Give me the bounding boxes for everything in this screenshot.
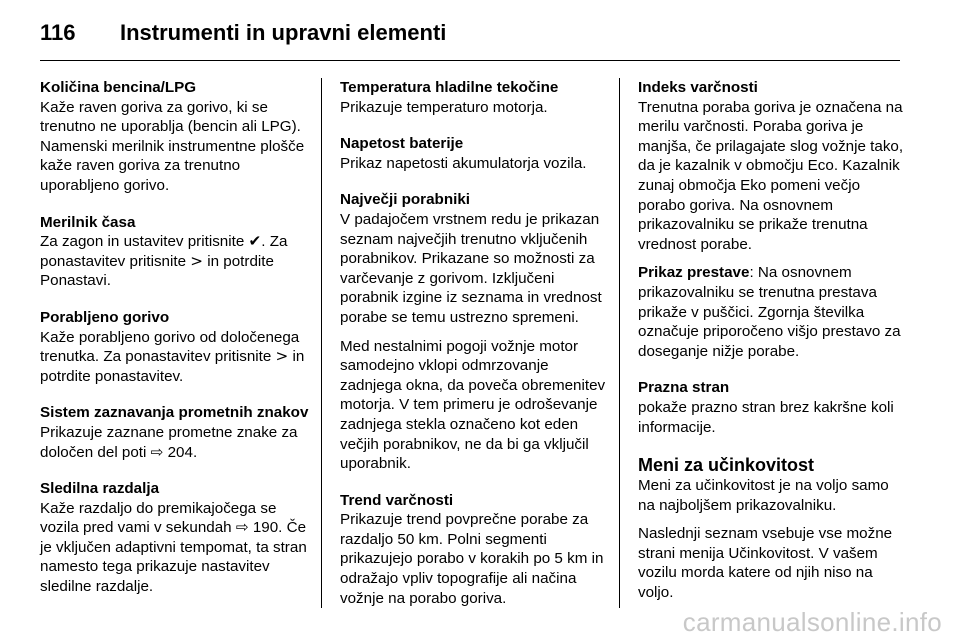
section-blank-page (638, 378, 908, 437)
checkmark-icon: ✔ (248, 232, 262, 251)
section-heading: Indeks varčnosti (638, 79, 758, 96)
section-heading: Temperatura hladilne tekočine (340, 79, 559, 96)
next-arrow-icon: > (275, 347, 289, 366)
column-divider-1 (321, 78, 322, 608)
section-heading: Napetost baterije (340, 135, 464, 153)
section-timer (40, 213, 312, 291)
inline-heading: Prikaz prestave (638, 264, 750, 282)
section-fuel-used (40, 308, 312, 386)
watermark: carmanualsonline.info (682, 607, 942, 637)
column-divider-2 (619, 78, 620, 608)
column-3 (638, 78, 908, 620)
page-title: Instrumenti in upravni elementi (120, 20, 447, 45)
next-arrow-icon: > (190, 251, 204, 270)
section-economy-index (638, 78, 908, 361)
page-number: 116 (40, 20, 76, 45)
section-economy-trend (340, 491, 608, 609)
section-traffic-sign (40, 403, 312, 462)
section-text: Prikaz napetosti akumulatorja vozila. (340, 154, 587, 172)
section-text: Prikazuje zaznane prometne znake za določen del poti ⇨ 204. (40, 423, 298, 461)
section-text: Trenutna poraba goriva je označena na merilu varčnosti. Poraba goriva je manjša, če prilagajate slog vožnje tako, da je kazalnik v območju Eco. Kazalnik zunaj območja Eko pomeni večjo porabo goriva. Na osnovnem prikazovalniku se prikaže trenutna vrednost porabe. (638, 98, 904, 253)
section-fuel-level (40, 78, 312, 196)
section-battery-voltage (340, 134, 608, 173)
page-reference-icon: ⇨ (150, 442, 164, 461)
header-rule (40, 60, 900, 61)
section-heading: Meni za učinkovitost (638, 455, 815, 476)
page-header (40, 20, 920, 60)
section-heading: Trend varčnosti (340, 491, 454, 509)
section-heading: Merilnik časa (40, 213, 136, 231)
section-text: Kaže raven goriva za gorivo, ki se trenutno ne uporablja (bencin ali LPG). Namenski merilnik instrumentne plošče kaže raven goriva za trenutno uporabljeno gorivo. (40, 98, 305, 194)
section-text: V padajočem vrstnem redu je prikazan seznam največjih trenutno vključenih porabnikov. Prikazane so možnosti za varčevanje z gorivom. Izključeni porabnik izgine iz seznama in vrednost porabe se temu ustrezno spremeni. (340, 210, 602, 326)
section-text: Kaže razdaljo do premikajočega se vozila pred vami v sekundah ⇨ 190. Če je vključen adaptivni tempomat, ta stran namesto tega prikazuje nastavitev sledilne razdalje. (40, 499, 307, 596)
section-text: Prikazuje temperaturo motorja. (340, 98, 548, 116)
section-heading: Največji porabniki (340, 191, 470, 209)
section-text: pokaže prazno stran brez kakršne koli informacije. (638, 398, 894, 436)
section-coolant-temp (340, 78, 608, 117)
section-text: Med nestalnimi pogoji vožnje motor samodejno vklopi odmrzovanje zadnjega okna, da poveča obremenitev motorja. V tem primeru je odroševanje zadnjega stekla označeno kot eden večjih porabnikov, ne da bi ga vključil uporabnik. (340, 337, 606, 473)
section-text: Prikazuje trend povprečne porabe za razdaljo 50 km. Polni segmenti prikazujejo porabo v korakih po 5 km in odražajo vpliv topografije ali načina vožnje na porabo goriva. (340, 511, 604, 607)
section-text: Prikaz prestave: Na osnovnem prikazovalniku se trenutna prestava prikaže v puščici. Zgornja številka označuje priporočeno višjo prestavo za doseganje nižje porabe. (638, 264, 901, 360)
section-heading: Porabljeno gorivo (40, 308, 170, 326)
section-heading: Prazna stran (638, 379, 730, 397)
section-text: Meni za učinkovitost je na voljo samo na najboljšem prikazovalniku. (638, 477, 889, 514)
page-reference-icon: ⇨ (235, 518, 249, 537)
section-eco-menu (638, 454, 908, 603)
section-heading: Količina bencina/LPG (40, 79, 197, 96)
section-heading: Sistem zaznavanja prometnih znakov (40, 404, 309, 422)
section-heading: Sledilna razdalja (40, 480, 160, 498)
section-text: Naslednji seznam vsebuje vse možne strani menija Učinkovitost. V vašem vozilu morda katere od njih niso na voljo. (638, 525, 893, 602)
column-1 (40, 78, 312, 614)
section-top-consumers (340, 190, 608, 473)
section-following-distance (40, 479, 312, 597)
section-text: Kaže porabljeno gorivo od določenega trenutka. Za ponastavitev pritisnite > in potrdite ponastavitev. (40, 328, 305, 385)
section-text: Za zagon in ustavitev pritisnite ✔. Za ponastavitev pritisnite > in potrdite Ponastavi. (40, 232, 288, 290)
column-2 (340, 78, 608, 625)
